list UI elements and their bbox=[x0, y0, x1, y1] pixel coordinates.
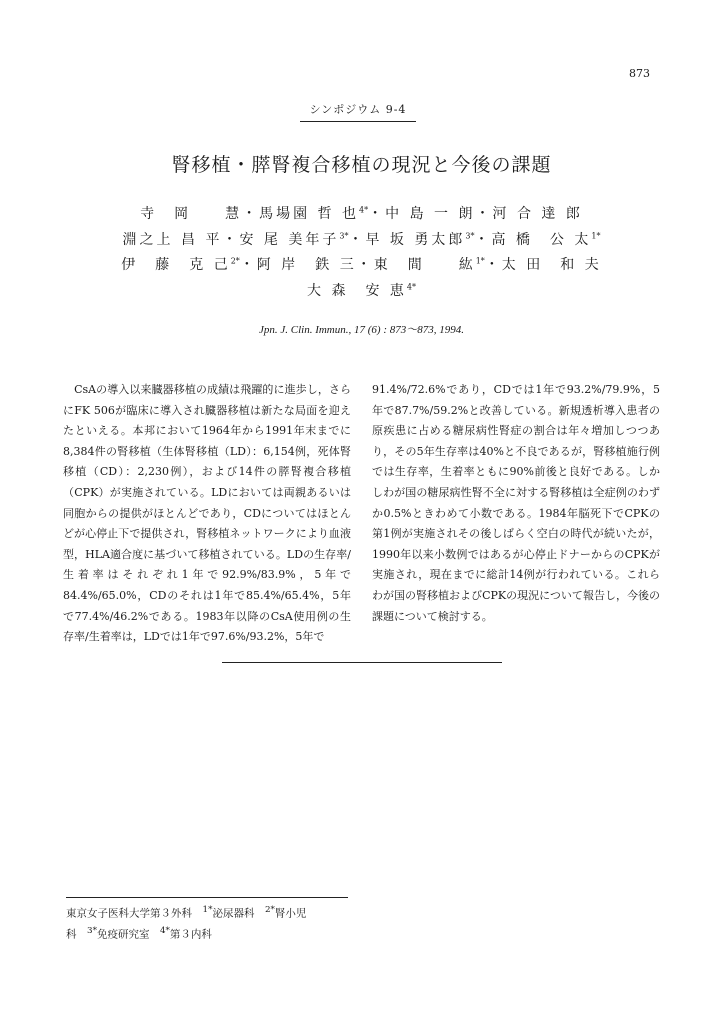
author-text: ・阿 岸 鉄 三・東 間 紘 bbox=[239, 257, 476, 273]
body-paragraph: 91.4%/72.6%であり，CDでは1年で93.2%/79.9%，5年で87.7%/59.2%と改善している。新規透析導入患者の原疾患に占める糖尿病性腎症の割合は年々増加しつつあり，その5年生存率は40%と不良であるが，腎移植施行例では生存率，生着率ともに90%前後と良好である。しかしわが国の糖尿病性腎不全に対する腎移植は全症例のわずか0.5%ときわめて小数である。1984年脳死下でCPKの第1例が実施されその後しばらく空白の時代が続いたが，1990年以来小数例ではあるが心停止ドナーからのCPKが実施され，現在までに総計14例が行われている。これらわが国の腎移植およびCPKの現況について報告し，今後の課題について検討する。 bbox=[372, 383, 660, 623]
footnote-line-1 bbox=[66, 902, 356, 923]
affiliation-mark: 1* bbox=[202, 905, 213, 915]
author-line-1 bbox=[0, 203, 723, 223]
affiliation-mark: 3* bbox=[465, 231, 475, 241]
affiliation-mark: 4* bbox=[159, 925, 170, 936]
footnote-text: 腎小児 bbox=[274, 907, 307, 920]
author-text: 寺 岡 慧・馬場園 哲 也 bbox=[140, 206, 360, 222]
affiliation-mark: 4* bbox=[406, 282, 416, 292]
body-column-right bbox=[372, 380, 660, 627]
affiliation-footnote bbox=[66, 902, 356, 943]
affiliation-mark: 3* bbox=[339, 231, 349, 241]
page-number: 873 bbox=[629, 67, 650, 80]
end-rule bbox=[222, 662, 502, 663]
author-line-2 bbox=[0, 229, 723, 249]
body-paragraph: CsAの導入以来臓器移植の成績は飛躍的に進歩し，さらにFK 506が臨床に導入され臓器移植は新たな局面を迎えたといえる。本邦において1964年から1991年末までに8,384件の腎移植（生体腎移植（LD）：6,154例，死体腎移植（CD）：2,230例），および14件の膵腎複合移植（CPK）が実施されている。LDにおいては両親あるいは同胞からの提供がほとんどであり，CDについてはほとんどが心停止下で提供され，腎移植ネットワークにより血液型，HLA適合度に基づいて移植されている。LDの生存率/生着率はそれぞれ1年で92.9%/83.9%，5年で84.4%/65.0%，CDのそれは1年で85.4%/65.4%，5年で77.4%/46.2%である。1983年以降のCsA使用例の生存率/生着率は，LDでは1年で97.6%/93.2%，5年で bbox=[63, 383, 351, 644]
footnote-line-2 bbox=[66, 923, 356, 944]
footnote-text: 科 bbox=[66, 928, 87, 940]
author-line-3 bbox=[0, 254, 723, 274]
affiliation-mark: 2* bbox=[230, 256, 240, 266]
paper-title: 腎移植・膵腎複合移植の現況と今後の課題 bbox=[171, 154, 552, 176]
footnote-rule bbox=[66, 897, 348, 898]
affiliation-mark: 3* bbox=[87, 925, 97, 936]
author-line-4 bbox=[0, 280, 723, 300]
author-text: ・中 島 一 朗・河 合 達 郎 bbox=[368, 206, 583, 222]
affiliation-mark: 4* bbox=[359, 205, 369, 215]
author-text: ・早 坂 勇太郎 bbox=[348, 232, 466, 248]
author-text: 大 森 安 恵 bbox=[307, 283, 407, 299]
author-text: 淵之上 昌 平・安 尾 美年子 bbox=[122, 232, 340, 248]
author-text: 伊 藤 克 己 bbox=[121, 257, 231, 273]
affiliation-mark: 1* bbox=[591, 231, 601, 241]
symposium-label: シンポジウム 9-4 bbox=[300, 101, 416, 122]
footnote-text: 第３内科 bbox=[169, 928, 212, 940]
affiliation-mark: 2* bbox=[264, 905, 275, 915]
body-column-left bbox=[63, 380, 351, 648]
affiliation-mark: 1* bbox=[475, 256, 485, 266]
author-text: ・太 田 和 夫 bbox=[484, 257, 602, 273]
footnote-text: 免疫研究室 bbox=[96, 928, 160, 940]
footnote-text: 東京女子医科大学第３外科 bbox=[66, 907, 203, 920]
journal-citation: Jpn. J. Clin. Immun., 17 (6) : 873〜873, 1994. bbox=[258, 324, 464, 336]
footnote-text: 泌尿器科 bbox=[212, 907, 265, 920]
author-text: ・高 橋 公 太 bbox=[474, 232, 592, 248]
